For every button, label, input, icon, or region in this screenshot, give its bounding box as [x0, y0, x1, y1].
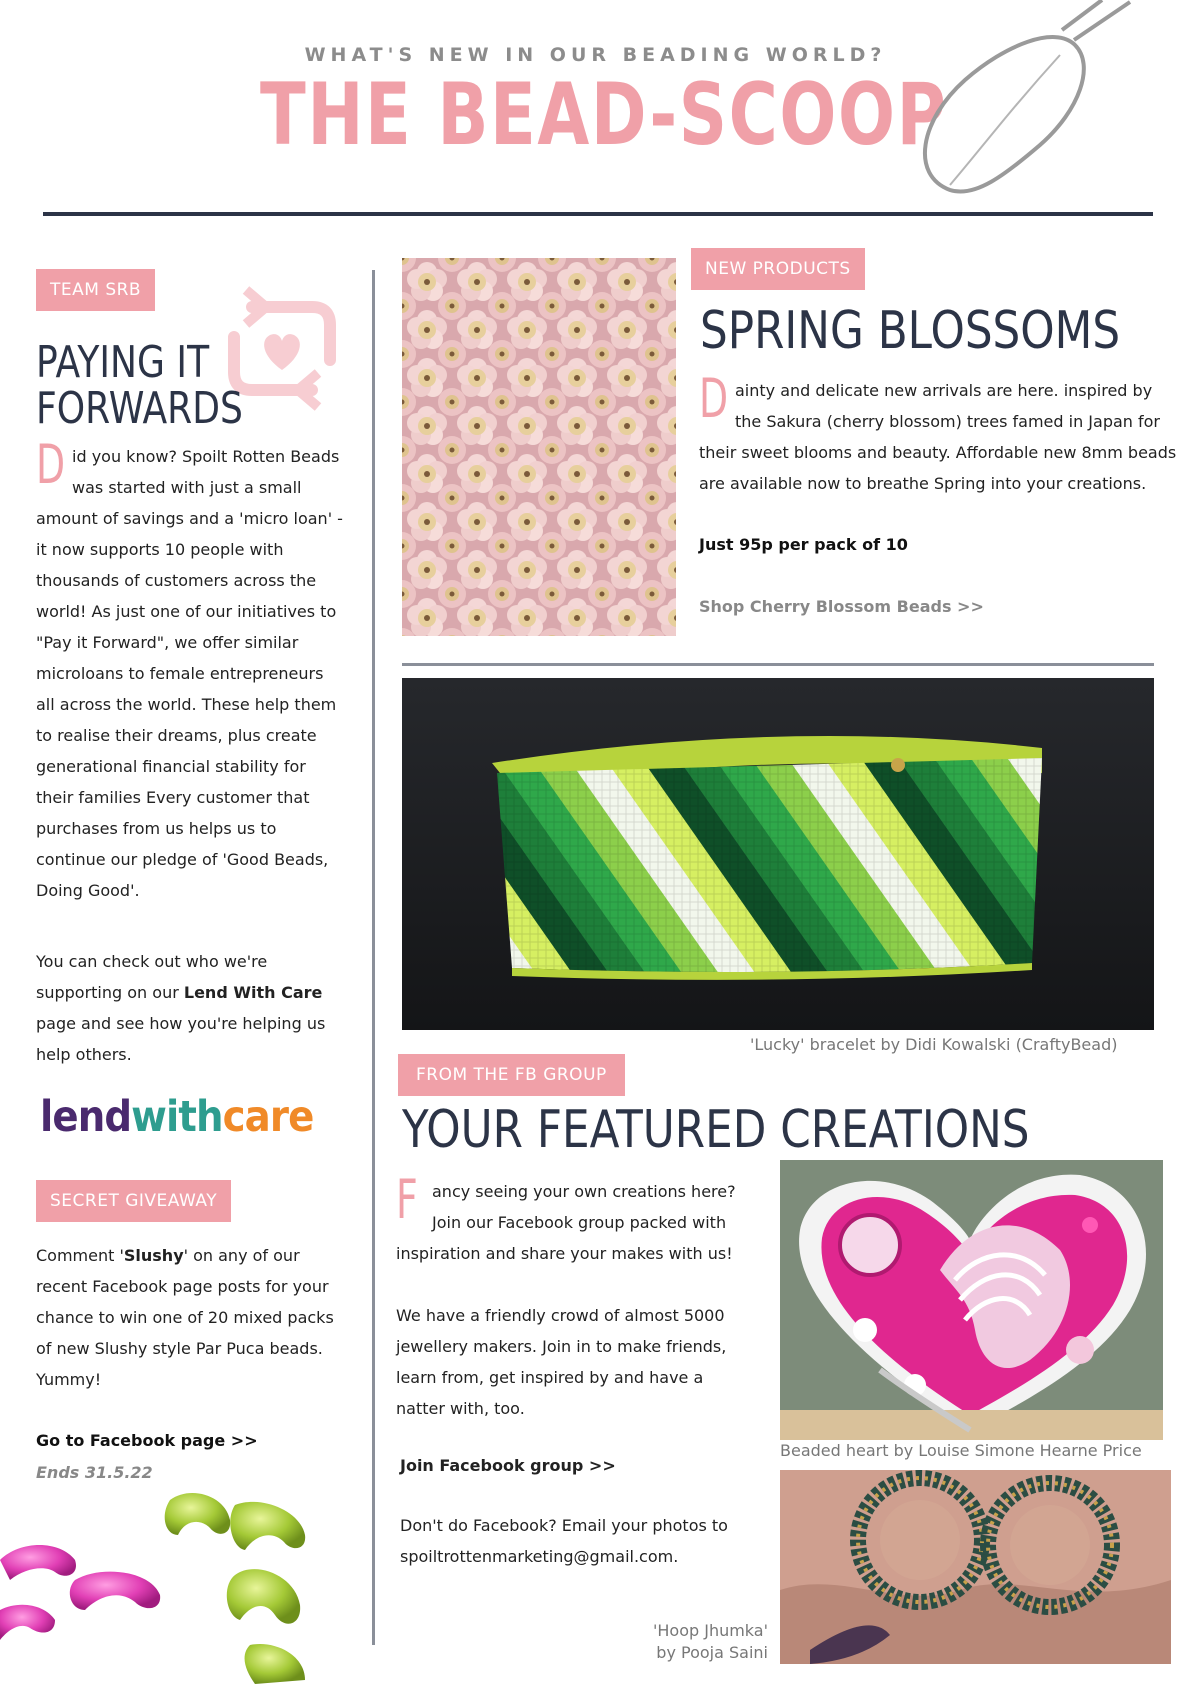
slushy-beads-image [0, 1480, 330, 1684]
email-photos-text: Don't do Facebook? Email your photos to spoiltrottenmarketing@gmail.com. [400, 1516, 728, 1566]
lucky-bracelet-photo [402, 678, 1154, 1030]
hoop-jhumka-caption [638, 1620, 768, 1664]
spring-blossoms-paragraph: ainty and delicate new arrivals are here. inspired by the Sakura (cherry blossom) trees famed in Japan for their sweet blooms and beauty. Affordable new 8mm beads are available now to breathe Spring into your creations. [699, 381, 1177, 493]
spring-blossoms-text [699, 367, 1179, 499]
paying-it-forwards-heading [36, 337, 243, 435]
newsletter-kicker: WHAT'S NEW IN OUR BEADING WORLD? [304, 44, 887, 66]
giveaway-text [36, 1240, 346, 1395]
featured-intro-paragraph: ancy seeing your own creations here? Join our Facebook group packed with inspiration and share your makes with us! [396, 1182, 736, 1263]
scoop-icon [890, 0, 1140, 200]
cherry-blossom-beads-photo [402, 258, 676, 636]
text-span: ' on any of our recent Facebook page posts for your chance to win one of 20 mixed packs of new Slushy style Par Puca beads. Yummy! [36, 1246, 334, 1389]
paying-it-forwards-text [36, 433, 346, 906]
featured-community-text: We have a friendly crowd of almost 5000 jewellery makers. Join in to make friends, learn from, get inspired by and have a natter with, too. [396, 1306, 727, 1418]
header-divider [43, 212, 1153, 216]
price-text: Just 95p per pack of 10 [699, 535, 908, 554]
column-divider [372, 270, 375, 1645]
giveaway-end-date: Ends 31.5.22 [36, 1463, 153, 1482]
text-span: Comment ' [36, 1246, 124, 1265]
bracelet-caption: 'Lucky' bracelet by Didi Kowalski (CraftyBead) [750, 1035, 1118, 1054]
newsletter-title: THE BEAD-SCOOP [260, 65, 948, 165]
text-span: page and see how you're helping us help others. [36, 1014, 326, 1064]
dropcap: D [36, 433, 66, 496]
dropcap: F [396, 1168, 418, 1231]
text-span: You can check out who we're supporting on our [36, 952, 268, 1002]
beaded-heart-caption: Beaded heart by Louise Simone Hearne Price [780, 1441, 1142, 1460]
logo-part: care [222, 1092, 314, 1142]
spring-blossoms-heading: SPRING BLOSSOMS [700, 301, 1121, 361]
go-to-facebook-page-link[interactable]: Go to Facebook page >> [36, 1431, 258, 1450]
hoop-jhumka-photo [780, 1470, 1171, 1664]
heading-line-2: FORWARDS [36, 383, 243, 435]
slushy-keyword: Slushy [123, 1246, 184, 1265]
caption-line: by Pooja Saini [656, 1643, 768, 1662]
secret-giveaway-tag: SECRET GIVEAWAY [36, 1180, 231, 1222]
shop-cherry-blossom-link[interactable]: Shop Cherry Blossom Beads >> [699, 597, 984, 616]
paying-it-forwards-paragraph: id you know? Spoilt Rotten Beads was started with just a small amount of savings and a 'micro loan' - it now supports 10 people with thousands of customers across the world! As just one of our initiatives to "Pay it Forward", we offer similar microloans to female entrepreneurs all across the world. These help them to realise their dreams, plus create generational financial stability for their families Every customer that purchases from us helps us to continue our pledge of 'Good Beads, Doing Good'. [36, 447, 343, 900]
join-facebook-group-link[interactable]: Join Facebook group >> [400, 1456, 616, 1475]
featured-intro-text [396, 1168, 741, 1269]
beaded-heart-photo [780, 1160, 1163, 1440]
dropcap: D [699, 367, 729, 430]
section-divider [402, 663, 1154, 666]
logo-part: with [131, 1092, 223, 1142]
caption-line: 'Hoop Jhumka' [652, 1621, 768, 1640]
lend-with-care-link[interactable]: Lend With Care [183, 983, 323, 1002]
your-featured-creations-heading: YOUR FEATURED CREATIONS [402, 1100, 1030, 1160]
team-srb-tag: TEAM SRB [36, 269, 155, 311]
heading-line-1: PAYING IT [36, 337, 210, 388]
logo-part: lend [40, 1092, 132, 1142]
lend-with-care-text [36, 946, 346, 1070]
from-the-fb-group-tag: FROM THE FB GROUP [398, 1054, 625, 1096]
new-products-tag: NEW PRODUCTS [691, 248, 865, 290]
lendwithcare-logo[interactable] [40, 1092, 313, 1142]
